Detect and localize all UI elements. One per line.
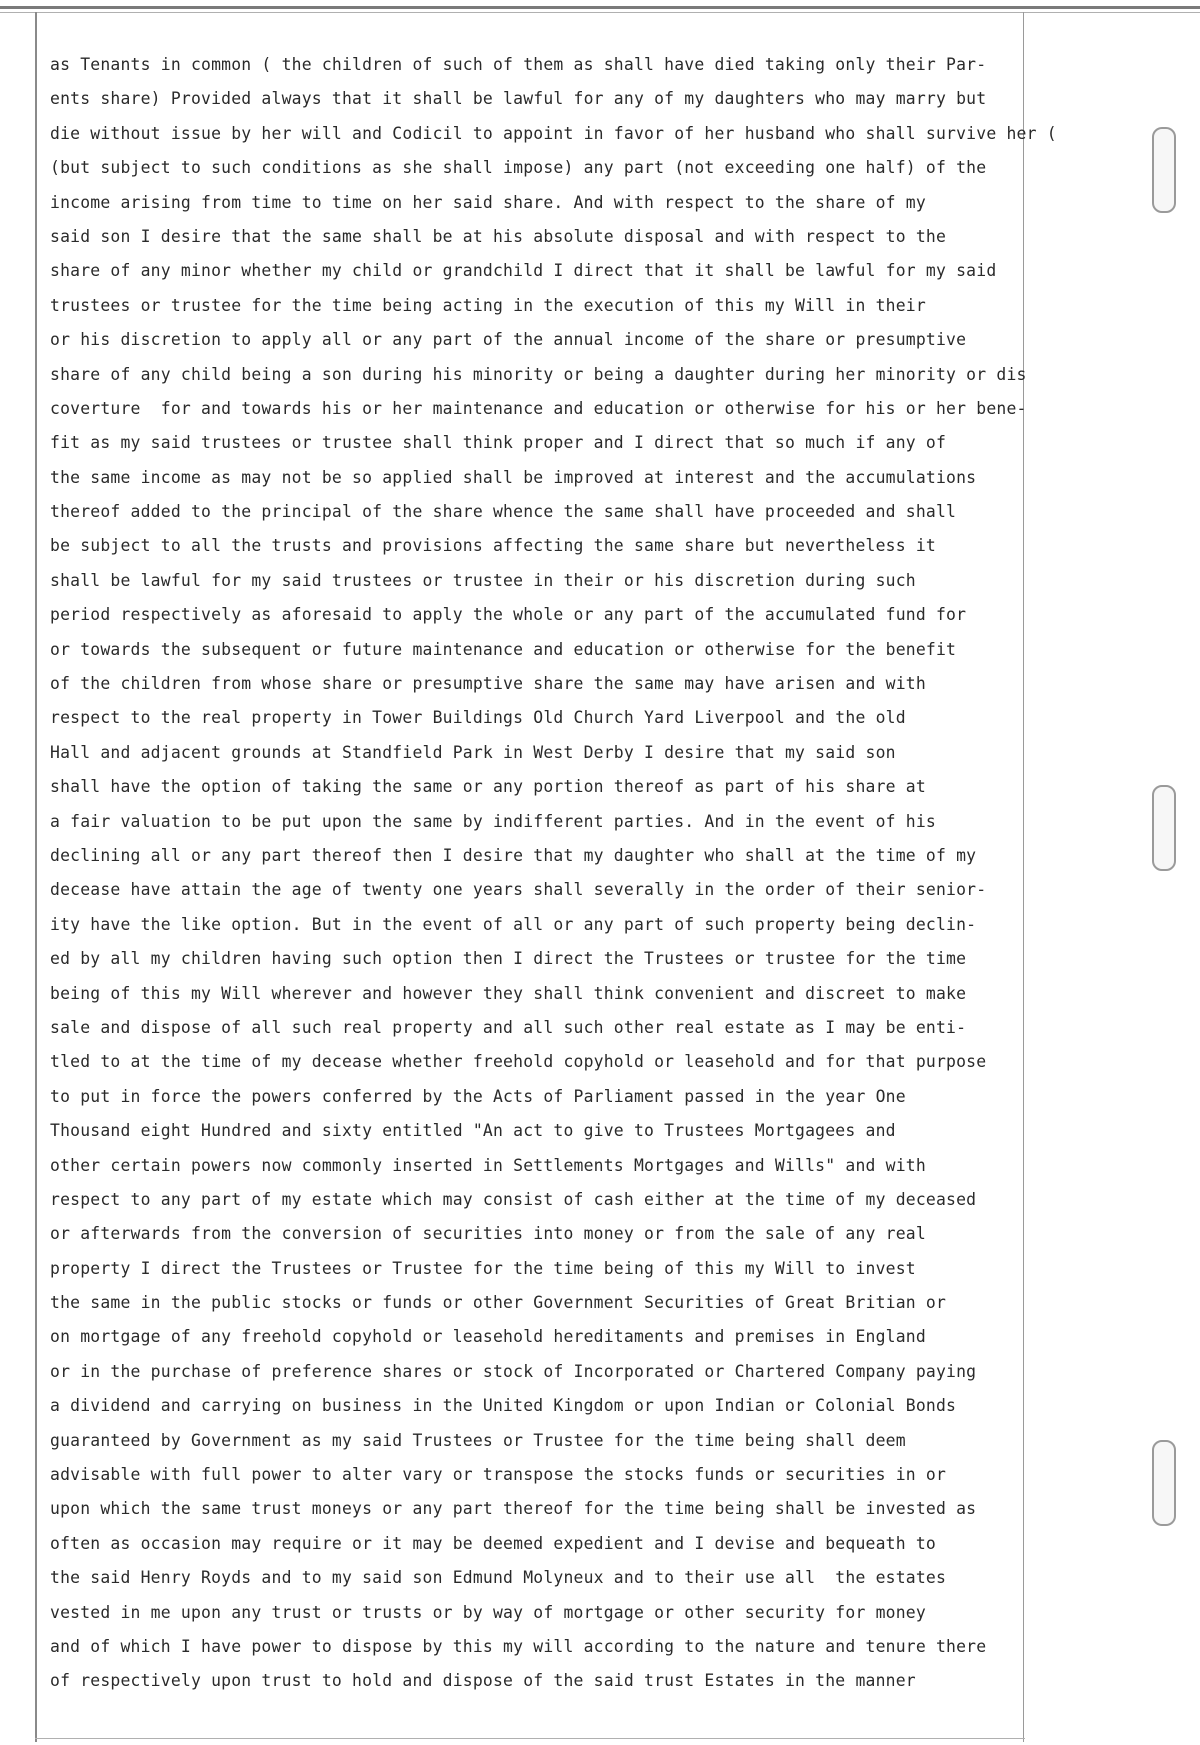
text-line: die without issue by her will and Codicil to appoint in favor of her husband who shall survive her ( xyxy=(50,123,1057,143)
binder-hole-icon xyxy=(1152,1440,1176,1526)
text-line: trustees or trustee for the time being acting in the execution of this my Will in their xyxy=(50,295,926,315)
text-line: Hall and adjacent grounds at Standfield Park in West Derby I desire that my said son xyxy=(50,742,896,762)
text-line: ents share) Provided always that it shall be lawful for any of my daughters who may marry but xyxy=(50,89,987,109)
text-line: share of any minor whether my child or grandchild I direct that it shall be lawful for my said xyxy=(50,261,997,281)
text-line: property I direct the Trustees or Trustee for the time being of this my Will to invest xyxy=(50,1258,916,1278)
text-line: of respectively upon trust to hold and dispose of the said trust Estates in the manner xyxy=(50,1671,916,1691)
text-line: often as occasion may require or it may be deemed expedient and I devise and bequeath to xyxy=(50,1533,936,1553)
top-border-thin xyxy=(0,12,1200,13)
typed-text-body xyxy=(50,48,1080,1699)
text-line: ed by all my children having such option then I direct the Trustees or trustee for the time xyxy=(50,949,967,969)
text-line: a dividend and carrying on business in the United Kingdom or upon Indian or Colonial Bonds xyxy=(50,1396,957,1416)
text-line: or in the purchase of preference shares or stock of Incorporated or Chartered Company paying xyxy=(50,1361,977,1381)
text-line: tled to at the time of my decease whether freehold copyhold or leasehold and for that purpose xyxy=(50,1052,987,1072)
text-line: or afterwards from the conversion of securities into money or from the sale of any real xyxy=(50,1224,926,1244)
text-line: share of any child being a son during his minority or being a daughter during her minority or dis xyxy=(50,364,1027,384)
text-line: declining all or any part thereof then I desire that my daughter who shall at the time of my xyxy=(50,845,977,865)
text-line: sale and dispose of all such real property and all such other real estate as I may be enti- xyxy=(50,1017,967,1037)
binder-hole-icon xyxy=(1152,785,1176,871)
text-line: thereof added to the principal of the share whence the same shall have proceeded and shall xyxy=(50,502,957,522)
text-line: guaranteed by Government as my said Trustees or Trustee for the time being shall deem xyxy=(50,1430,906,1450)
text-line: vested in me upon any trust or trusts or by way of mortgage or other security for money xyxy=(50,1602,926,1622)
text-line: of the children from whose share or presumptive share the same may have arisen and with xyxy=(50,674,926,694)
text-line: period respectively as aforesaid to apply the whole or any part of the accumulated fund for xyxy=(50,605,967,625)
top-border xyxy=(0,6,1200,9)
text-line: said son I desire that the same shall be at his absolute disposal and with respect to the xyxy=(50,226,947,246)
bottom-border xyxy=(35,1738,1025,1739)
text-line: the same in the public stocks or funds or other Government Securities of Great Britian or xyxy=(50,1293,947,1313)
text-line: as Tenants in common ( the children of such of them as shall have died taking only their Par- xyxy=(50,55,987,74)
text-line: on mortgage of any freehold copyhold or leasehold hereditaments and premises in England xyxy=(50,1327,926,1347)
text-line: ity have the like option. But in the event of all or any part of such property being declin- xyxy=(50,914,977,934)
text-line: income arising from time to time on her said share. And with respect to the share of my xyxy=(50,192,926,212)
text-line: coverture for and towards his or her maintenance and education or otherwise for his or her bene- xyxy=(50,398,1027,418)
text-line: advisable with full power to alter vary or transpose the stocks funds or securities in or xyxy=(50,1465,947,1485)
text-line: or towards the subsequent or future maintenance and education or otherwise for the benefit xyxy=(50,639,957,659)
left-margin-line xyxy=(35,12,37,1742)
binder-hole-icon xyxy=(1152,127,1176,213)
text-line: other certain powers now commonly inserted in Settlements Mortgages and Wills" and with xyxy=(50,1155,926,1175)
text-line: respect to the real property in Tower Buildings Old Church Yard Liverpool and the old xyxy=(50,708,906,728)
text-line: upon which the same trust moneys or any part thereof for the time being shall be invested as xyxy=(50,1499,977,1519)
text-line: shall have the option of taking the same or any portion thereof as part of his share at xyxy=(50,777,926,797)
text-line: or his discretion to apply all or any part of the annual income of the share or presumptive xyxy=(50,330,967,350)
text-line: (but subject to such conditions as she shall impose) any part (not exceeding one half) of the xyxy=(50,158,987,178)
text-line: Thousand eight Hundred and sixty entitled "An act to give to Trustees Mortgagees and xyxy=(50,1121,896,1141)
text-line: the said Henry Royds and to my said son Edmund Molyneux and to their use all the estates xyxy=(50,1568,947,1588)
text-line: shall be lawful for my said trustees or trustee in their or his discretion during such xyxy=(50,570,916,590)
text-line: and of which I have power to dispose by this my will according to the nature and tenure there xyxy=(50,1636,987,1656)
text-line: to put in force the powers conferred by the Acts of Parliament passed in the year One xyxy=(50,1086,906,1106)
text-line: the same income as may not be so applied shall be improved at interest and the accumulations xyxy=(50,467,977,487)
text-line: fit as my said trustees or trustee shall think proper and I direct that so much if any of xyxy=(50,433,947,453)
text-line: being of this my Will wherever and however they shall think convenient and discreet to make xyxy=(50,983,967,1003)
text-line: be subject to all the trusts and provisions affecting the same share but nevertheless it xyxy=(50,536,936,556)
text-line: decease have attain the age of twenty one years shall severally in the order of their senior- xyxy=(50,880,987,900)
text-line: respect to any part of my estate which may consist of cash either at the time of my deceased xyxy=(50,1189,977,1209)
text-line: a fair valuation to be put upon the same by indifferent parties. And in the event of his xyxy=(50,811,936,831)
